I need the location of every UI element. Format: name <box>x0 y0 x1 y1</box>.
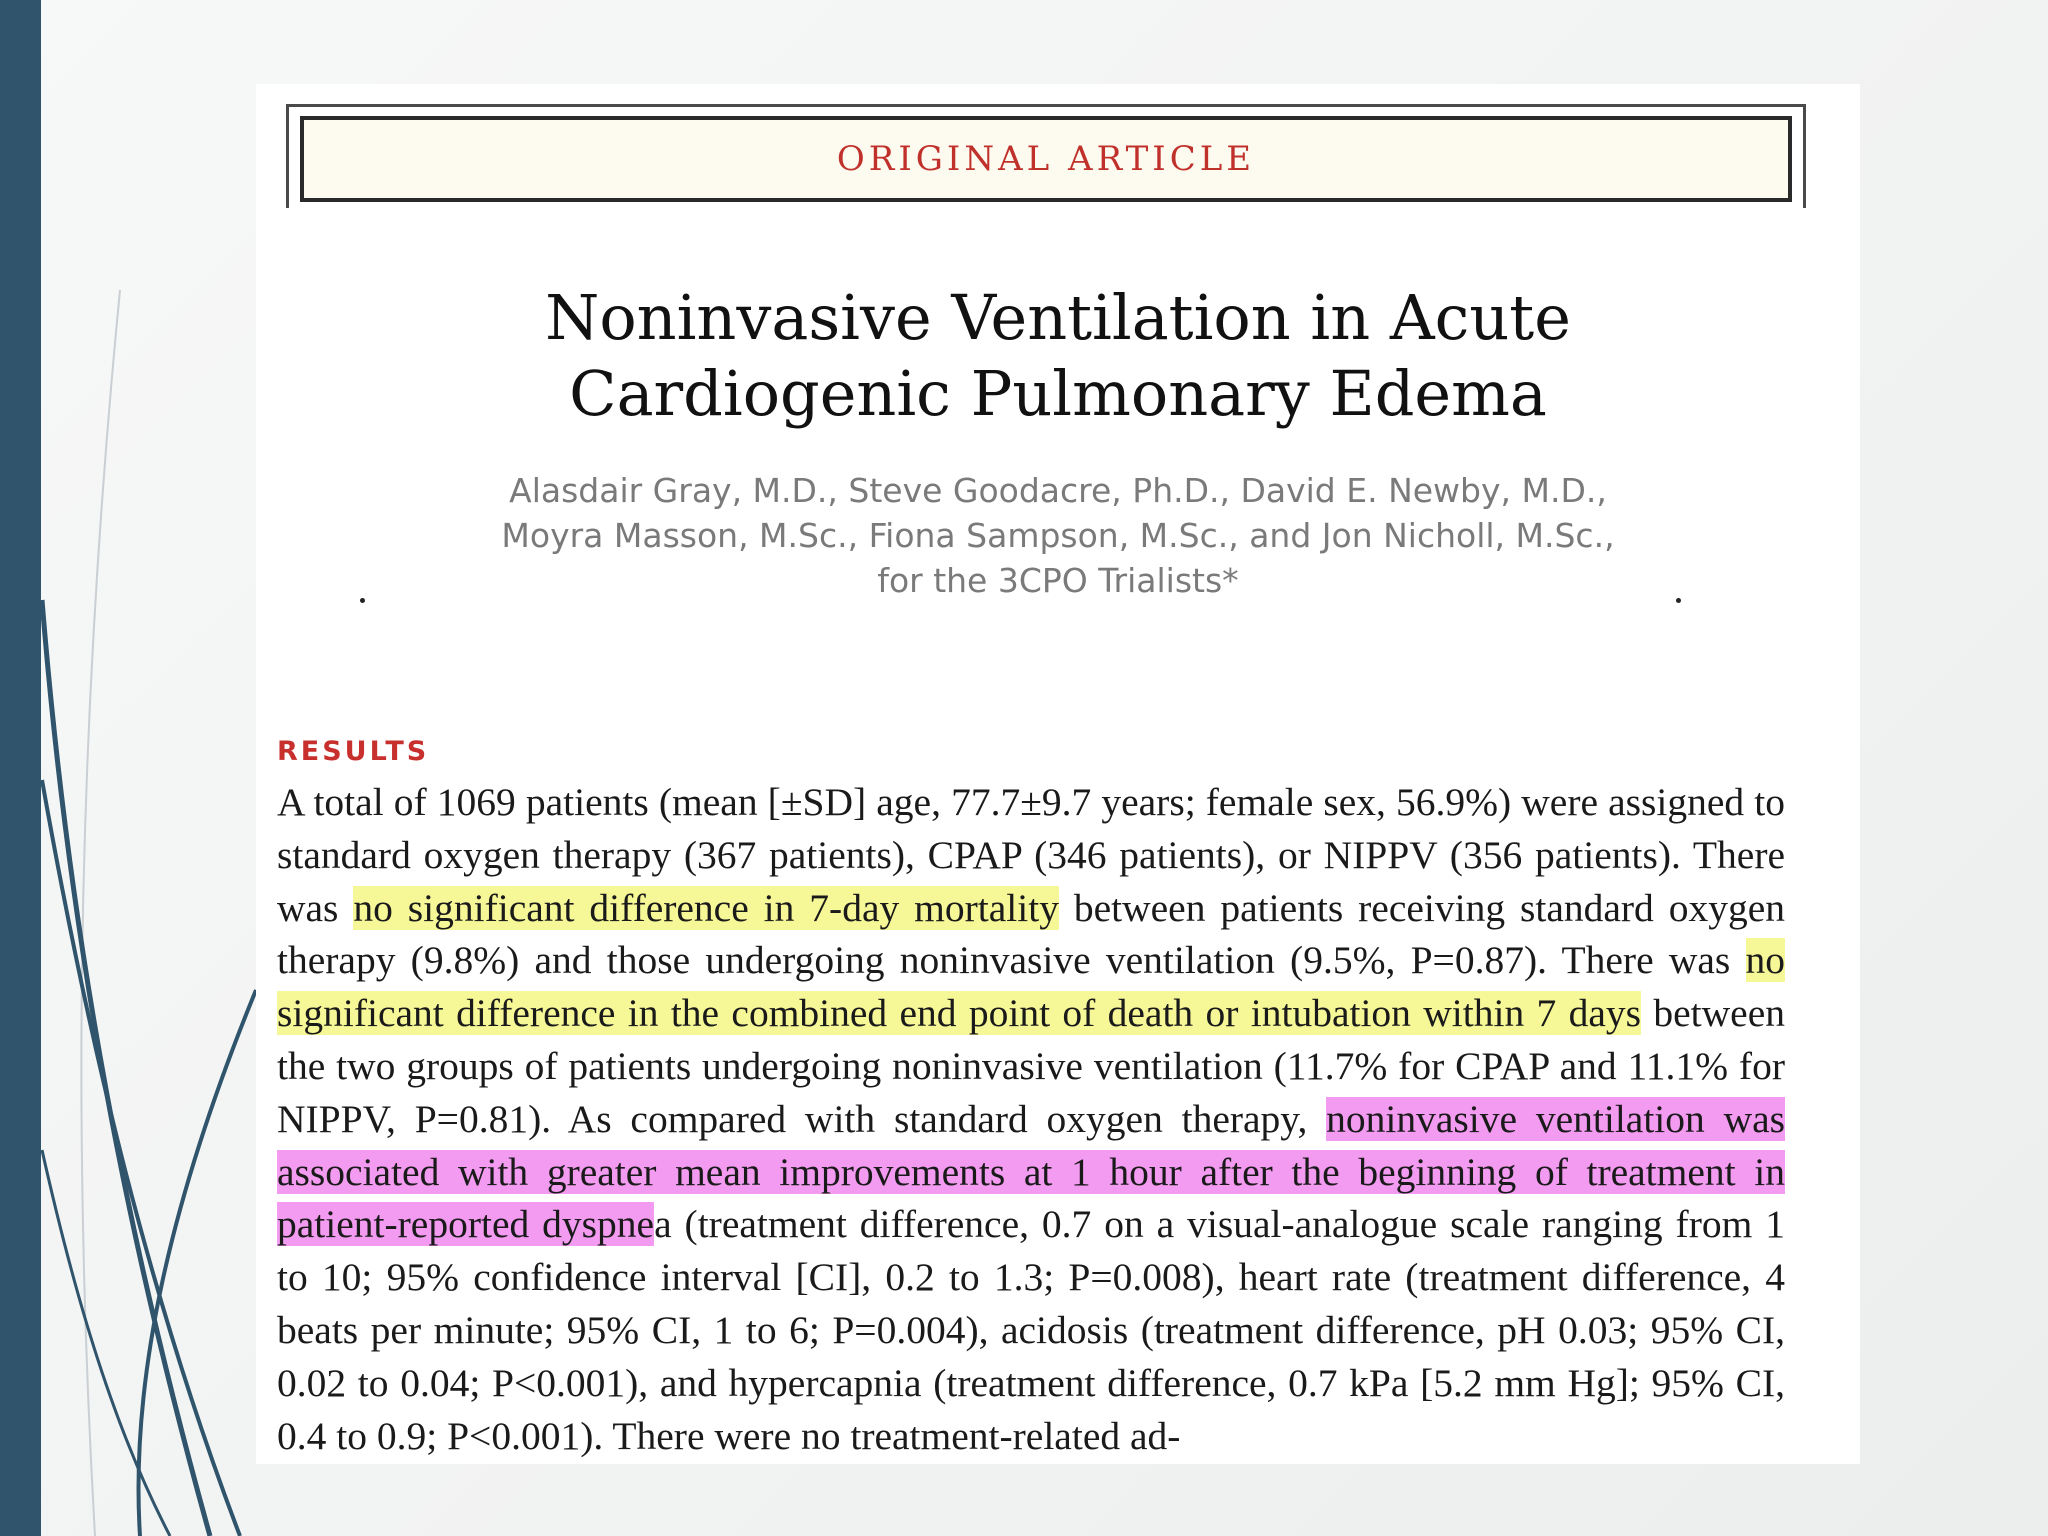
article-page <box>256 84 1860 1464</box>
highlight-mortality: no significant difference in 7-day mortality <box>353 885 1059 930</box>
author-list <box>256 468 1860 603</box>
article-type-banner <box>300 116 1792 202</box>
results-text-3: between the two groups of patients undergoing noninvasive ventilation (11.7% for CPAP and 11.1% for NIPPV, P=0.81). As compared with standard oxygen therapy, <box>277 991 1785 1141</box>
highlight-dyspnea-improvement: noninvasive ventilation was associated with greater mean improvements at 1 hour after the beginning of treatment in patient-reported dyspne <box>277 1096 1786 1247</box>
results-paragraph <box>277 776 1785 1462</box>
highlight-combined-endpoint: no significant difference in the combined end point of death or intubation within 7 days <box>277 938 1785 1036</box>
article-title <box>256 280 1860 432</box>
title-line-1: Noninvasive Ventilation in Acute <box>545 281 1571 354</box>
separator-dot-left <box>360 598 365 603</box>
results-heading: RESULTS <box>277 736 430 767</box>
authors-line-1: Alasdair Gray, M.D., Steve Goodacre, Ph.D., David E. Newby, M.D., <box>509 471 1607 510</box>
title-line-2: Cardiogenic Pulmonary Edema <box>569 357 1547 430</box>
separator-dot-right <box>1676 598 1681 603</box>
article-type-label: ORIGINAL ARTICLE <box>836 139 1256 179</box>
results-text-4: a (treatment difference, 0.7 on a visual-analogue scale ranging from 1 to 10; 95% confidence interval [CI], 0.2 to 1.3; P=0.008), heart rate (treatment difference, 4 beats per minute; 95% CI, 1 to 6; P=0.004), acidosis (treatment difference, pH 0.03; 95% CI, 0.02 to 0.04; P<0.001), and hypercapnia (treatment difference, 0.7 kPa [5.2 mm Hg]; 95% CI, 0.4 to 0.9; P<0.001). There were no treatment-related ad- <box>277 1202 1786 1458</box>
results-text-1: A total of 1069 patients (mean [±SD] age, 77.7±9.7 years; female sex, 56.9%) were assigned to standard oxygen therapy (367 patients), CPAP (346 patients), or NIPPV (356 patients). There was <box>277 780 1785 930</box>
results-text-2: between patients receiving standard oxygen therapy (9.8%) and those undergoing noninvasive ventilation (9.5%, P=0.87). There was <box>277 885 1785 983</box>
authors-line-2: Moyra Masson, M.Sc., Fiona Sampson, M.Sc., and Jon Nicholl, M.Sc., <box>501 516 1615 555</box>
authors-line-3: for the 3CPO Trialists* <box>877 561 1239 600</box>
